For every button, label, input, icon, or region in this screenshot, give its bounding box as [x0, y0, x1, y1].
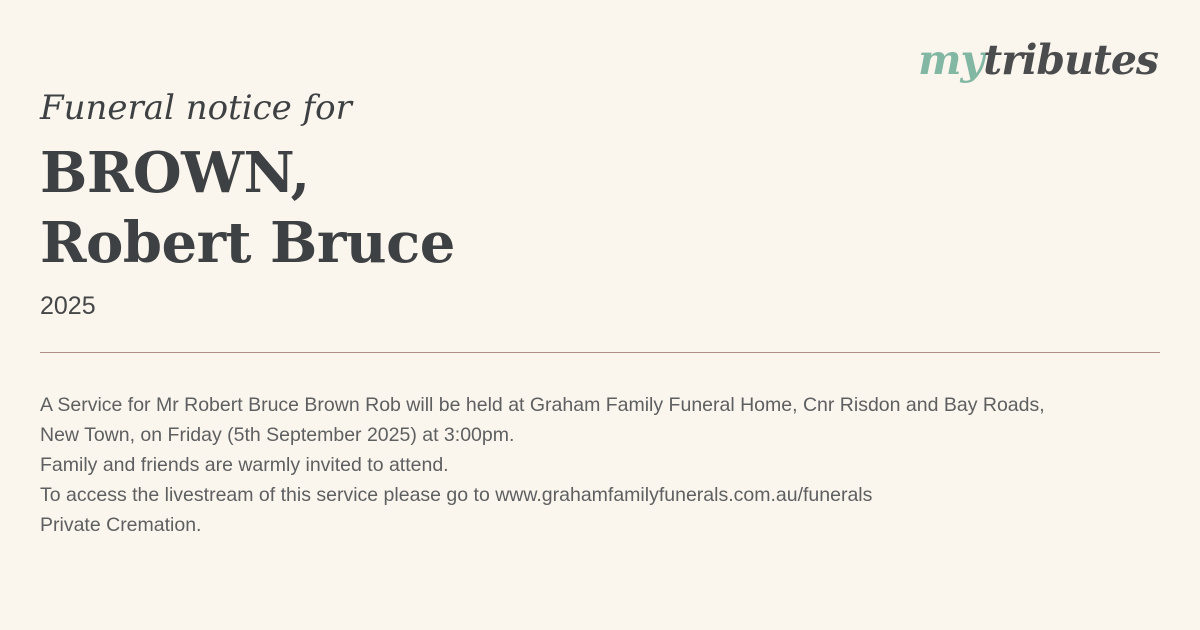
notice-body-line: Private Cremation. — [40, 514, 202, 536]
deceased-given-names: Robert Bruce — [40, 210, 455, 276]
deceased-surname: BROWN, — [40, 140, 310, 206]
notice-body-line: New Town, on Friday (5th September 2025) at 3:00pm. — [40, 424, 515, 446]
logo-suffix: tributes — [983, 36, 1158, 84]
deceased-name — [40, 138, 455, 278]
notice-kicker: Funeral notice for — [40, 88, 352, 128]
notice-body — [40, 390, 1170, 540]
notice-body-line: To access the livestream of this service please go to www.grahamfamilyfunerals.com.au/funerals — [40, 484, 873, 506]
notice-year: 2025 — [40, 292, 96, 320]
notice-body-line: Family and friends are warmly invited to attend. — [40, 454, 449, 476]
mytributes-logo — [918, 36, 1158, 84]
logo-prefix: my — [918, 36, 984, 84]
divider-rule — [40, 352, 1160, 353]
notice-body-line: A Service for Mr Robert Bruce Brown Rob will be held at Graham Family Funeral Home, Cnr Risdon and Bay Roads, — [40, 394, 1045, 416]
